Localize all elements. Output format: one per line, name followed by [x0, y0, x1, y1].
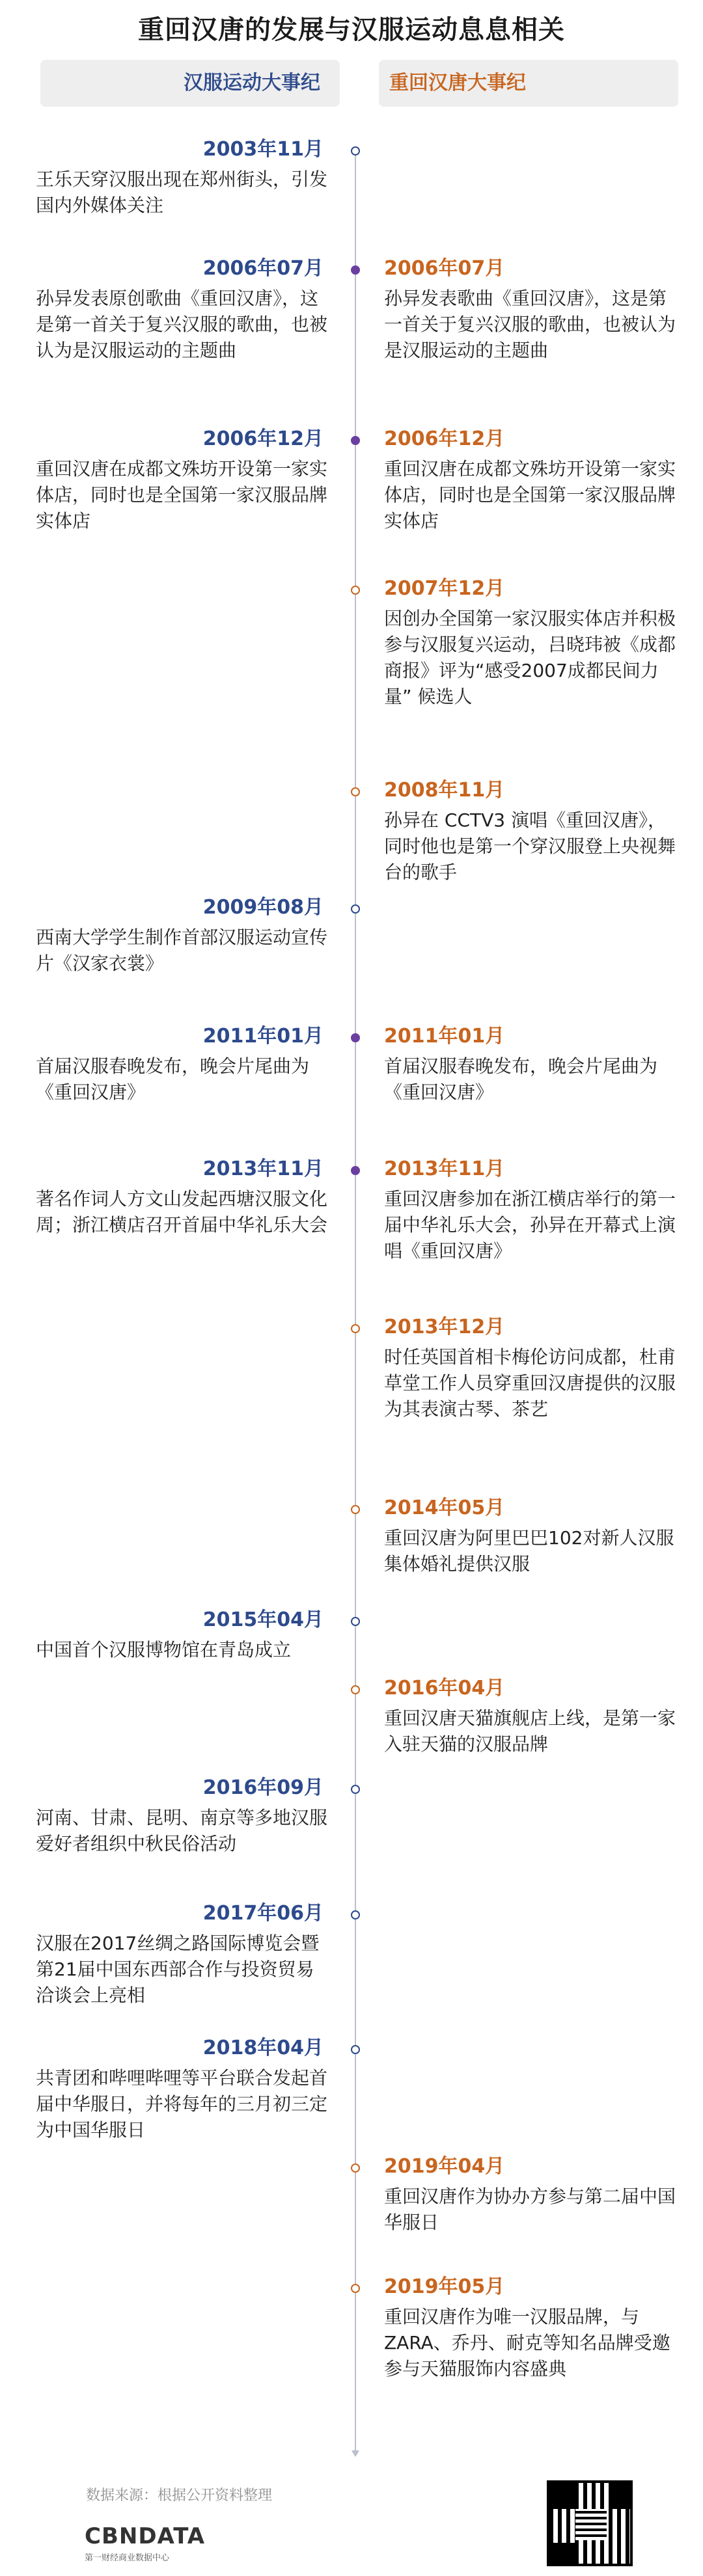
right-event: [384, 778, 683, 886]
event-date: 2014年05月: [384, 1497, 505, 1519]
right-event: [384, 1314, 683, 1422]
timeline-arrow-icon: [352, 2450, 359, 2457]
right-event: [384, 256, 683, 364]
page-title: 重回汉唐的发展与汉服运动息息相关: [138, 15, 565, 45]
qr-code-icon: [547, 2480, 633, 2566]
logo-subtitle: 第一财经商业数据中心: [85, 2553, 170, 2563]
left-event: [36, 1775, 342, 1857]
event-text: 中国首个汉服博物馆在青岛成立: [36, 1639, 292, 1661]
event-text: 著名作词人方文山发起西塘汉服文化周；浙江横店召开首届中华礼乐大会: [36, 1188, 328, 1236]
timeline-node: [351, 1685, 360, 1694]
right-event: [384, 1156, 683, 1264]
timeline-node: [351, 904, 360, 914]
data-source-note: 数据来源：根据公开资料整理: [86, 2488, 273, 2504]
event-text: 重回汉唐为阿里巴巴102对新人汉服集体婚礼提供汉服: [384, 1527, 674, 1575]
timeline-node: [351, 1910, 360, 1919]
event-text: 共青团和哔哩哔哩等平台联合发起首届中华服日，并将每年的三月初三定为中国华服日: [36, 2067, 328, 2141]
timeline-node: [351, 787, 360, 796]
event-date: 2008年11月: [384, 779, 505, 802]
event-text: 孙异发表原创歌曲《重回汉唐》，这是第一首关于复兴汉服的歌曲，也被认为是汉服运动的主题曲: [36, 288, 328, 361]
timeline-node-shared: [351, 1033, 360, 1042]
event-text: 重回汉唐作为唯一汉服品牌，与ZARA、乔丹、耐克等知名品牌受邀参与天猫服饰内容盛典: [384, 2306, 670, 2379]
event-text: 孙异发表歌曲《重回汉唐》，这是第一首关于复兴汉服的歌曲，也被认为是汉服运动的主题曲: [384, 288, 676, 361]
event-date: 2006年07月: [384, 257, 505, 280]
timeline-node: [351, 1617, 360, 1626]
right-event: [384, 1495, 683, 1577]
timeline-node: [351, 2045, 360, 2054]
timeline-node-shared: [351, 436, 360, 445]
event-date: 2013年12月: [384, 1316, 505, 1338]
event-date: 2019年05月: [384, 2275, 505, 2298]
left-column-header: 汉服运动大事纪: [40, 60, 340, 107]
timeline-node-shared: [351, 265, 360, 275]
event-text: 河南、甘肃、昆明、南京等多地汉服爱好者组织中秋民俗活动: [36, 1807, 328, 1854]
event-date: 2016年04月: [384, 1677, 505, 1700]
left-event: [36, 137, 342, 219]
timeline-node: [351, 1505, 360, 1514]
left-event: [36, 1156, 342, 1238]
event-date: 2011年01月: [384, 1025, 505, 1048]
event-text: 孙异在 CCTV3 演唱《重回汉唐》，同时他也是第一个穿汉服登上央视舞台的歌手: [384, 809, 676, 883]
event-date: 2015年04月: [202, 1608, 324, 1631]
event-date: 2013年11月: [202, 1158, 324, 1180]
event-text: 首届汉服春晚发布，晚会片尾曲为《重回汉唐》: [36, 1055, 310, 1103]
timeline-node: [351, 146, 360, 156]
event-date: 2016年09月: [202, 1776, 324, 1799]
right-event: [384, 1675, 683, 1757]
event-text: 汉服在2017丝绸之路国际博览会暨第21届中国东西部合作与投资贸易洽谈会上亮相: [36, 1932, 320, 2006]
timeline-axis: [355, 146, 356, 2453]
event-text: 重回汉唐作为协办方参与第二届中国华服日: [384, 2186, 676, 2233]
event-text: 因创办全国第一家汉服实体店并积极参与汉服复兴运动，吕晓玮被《成都商报》评为“感受2007成都民间力量” 候选人: [384, 608, 676, 707]
event-text: 时任英国首相卡梅伦访问成都，杜甫草堂工作人员穿重回汉唐提供的汉服为其表演古琴、茶艺: [384, 1346, 676, 1420]
left-event: [36, 426, 342, 534]
event-date: 2019年04月: [384, 2155, 505, 2178]
timeline-node: [351, 2284, 360, 2293]
timeline-node: [351, 586, 360, 595]
left-event: [36, 256, 342, 364]
event-date: 2018年04月: [202, 2037, 324, 2059]
cbndata-logo: CBNDATA: [85, 2523, 206, 2549]
event-date: 2007年12月: [384, 577, 505, 600]
event-date: 2006年12月: [202, 427, 324, 450]
left-event: [36, 1607, 342, 1663]
event-text: 重回汉唐参加在浙江横店举行的第一届中华礼乐大会，孙异在开幕式上演唱《重回汉唐》: [384, 1188, 676, 1262]
event-date: 2006年07月: [202, 257, 324, 280]
right-event: [384, 2154, 683, 2236]
event-date: 2003年11月: [202, 138, 324, 161]
timeline-node: [351, 2163, 360, 2173]
event-date: 2013年11月: [384, 1158, 505, 1180]
event-date: 2009年08月: [202, 896, 324, 919]
timeline-node-shared: [351, 1166, 360, 1175]
right-event: [384, 576, 683, 710]
right-event: [384, 2274, 683, 2382]
event-text: 王乐天穿汉服出现在郑州街头，引发国内外媒体关注: [36, 169, 328, 216]
event-text: 重回汉唐天猫旗舰店上线，是第一家入驻天猫的汉服品牌: [384, 1707, 676, 1755]
timeline-node: [351, 1785, 360, 1794]
right-event: [384, 426, 683, 534]
left-event: [36, 895, 342, 977]
event-date: 2017年06月: [202, 1902, 324, 1925]
event-date: 2011年01月: [202, 1025, 324, 1048]
right-column-header: 重回汉唐大事纪: [379, 60, 678, 107]
timeline-node: [351, 1324, 360, 1333]
event-text: 重回汉唐在成都文殊坊开设第一家实体店，同时也是全国第一家汉服品牌实体店: [384, 458, 676, 532]
right-event: [384, 1024, 683, 1105]
event-text: 重回汉唐在成都文殊坊开设第一家实体店，同时也是全国第一家汉服品牌实体店: [36, 458, 328, 532]
left-event: [36, 1024, 342, 1105]
left-event: [36, 1901, 342, 2009]
event-date: 2006年12月: [384, 427, 505, 450]
event-text: 首届汉服春晚发布，晚会片尾曲为《重回汉唐》: [384, 1055, 658, 1103]
left-event: [36, 2035, 342, 2143]
event-text: 西南大学学生制作首部汉服运动宣传片《汉家衣裳》: [36, 927, 328, 974]
